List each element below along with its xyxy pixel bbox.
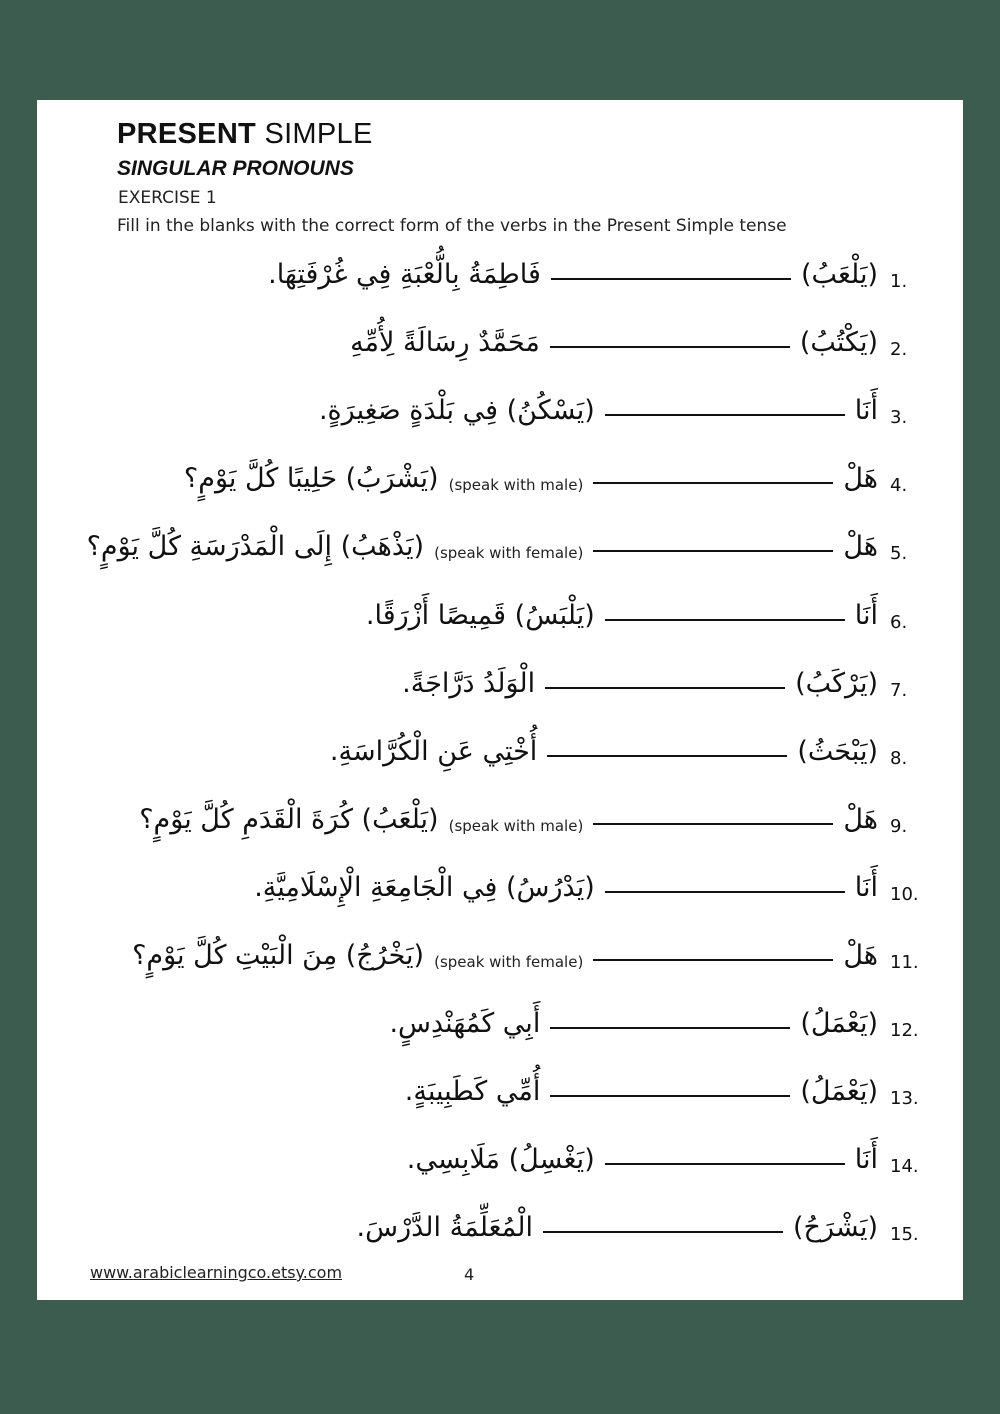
speak-note: (speak with male) xyxy=(448,816,584,835)
item-number: 10. xyxy=(890,883,919,905)
exercise-item xyxy=(37,459,963,519)
sentence-start: أَنَا xyxy=(854,599,878,631)
sentence-end: الْمُعَلِّمَةُ الدَّرْسَ. xyxy=(356,1212,533,1244)
worksheet-page xyxy=(37,100,963,1300)
sentence-start: (يَعْمَلُ) xyxy=(800,1076,878,1108)
arabic-sentence xyxy=(405,1076,878,1107)
item-number: 13. xyxy=(890,1088,919,1110)
page-title xyxy=(117,118,373,151)
exercise-item xyxy=(37,596,963,656)
instructions: Fill in the blanks with the correct form of the verbs in the Present Simple tense xyxy=(117,216,787,236)
answer-blank[interactable] xyxy=(551,278,791,280)
sentence-end: الْوَلَدُ دَرَّاجَةً. xyxy=(402,667,536,699)
exercise-item xyxy=(37,527,963,587)
item-number: 7. xyxy=(890,679,908,701)
exercise-item xyxy=(37,800,963,860)
sentence-start: هَلْ xyxy=(843,803,878,835)
arabic-sentence xyxy=(319,395,878,426)
item-number: 12. xyxy=(890,1020,919,1042)
speak-note: (speak with male) xyxy=(448,476,584,495)
item-number: 1. xyxy=(890,271,908,292)
speak-note: (speak with female) xyxy=(434,544,584,563)
item-number: 6. xyxy=(890,611,908,633)
page-number: 4 xyxy=(464,1265,475,1284)
sentence-end: أُمِّي كَطَبِيبَةٍ. xyxy=(404,1076,541,1108)
arabic-sentence xyxy=(389,1008,878,1039)
answer-blank[interactable] xyxy=(605,1163,845,1165)
sentence-start: (يَبْحَثُ) xyxy=(797,735,878,767)
sentence-end: (يَلْبَسُ) قَمِيصًا أَزْرَقًا. xyxy=(365,599,595,631)
arabic-sentence xyxy=(87,531,878,562)
sentence-start: (يَلْعَبُ) xyxy=(800,259,878,290)
item-number: 9. xyxy=(890,815,908,837)
exercise-item xyxy=(37,1140,963,1200)
sentence-end: (يَذْهَبُ) إِلَى الْمَدْرَسَةِ كُلَّ يَوْمٍ؟ xyxy=(86,531,425,563)
item-number: 15. xyxy=(890,1224,919,1246)
answer-blank[interactable] xyxy=(593,550,833,552)
exercise-item xyxy=(37,868,963,928)
item-number: 4. xyxy=(890,475,908,497)
sentence-start: أَنَا xyxy=(854,1144,878,1176)
title-rest: SIMPLE xyxy=(264,118,373,150)
answer-blank[interactable] xyxy=(550,1027,790,1029)
sentence-start: هَلْ xyxy=(843,531,878,563)
arabic-sentence xyxy=(330,736,878,767)
sentence-start: (يَشْرَحُ) xyxy=(793,1212,878,1244)
answer-blank[interactable] xyxy=(550,1095,790,1097)
sentence-end: أَبِي كَمُهَنْدِسٍ. xyxy=(389,1008,541,1040)
sentence-end: (يَخْرُجُ) مِنَ الْبَيْتِ كُلَّ يَوْمٍ؟ xyxy=(132,940,425,971)
sentence-start: (يَرْكَبُ) xyxy=(795,667,878,699)
arabic-sentence xyxy=(132,940,878,971)
exercise-item xyxy=(37,391,963,451)
footer-link[interactable]: www.arabiclearningco.etsy.com xyxy=(90,1263,343,1282)
answer-blank[interactable] xyxy=(545,687,785,689)
exercise-item xyxy=(37,936,963,996)
answer-blank[interactable] xyxy=(605,891,845,893)
arabic-sentence xyxy=(184,463,878,494)
answer-blank[interactable] xyxy=(547,755,787,757)
arabic-sentence xyxy=(254,872,878,903)
answer-blank[interactable] xyxy=(593,482,833,484)
sentence-end: (يَلْعَبُ) كُرَةَ الْقَدَمِ كُلَّ يَوْمٍ؟ xyxy=(139,803,439,835)
answer-blank[interactable] xyxy=(550,346,790,348)
sentence-end: (يَشْرَبُ) حَلِيبًا كُلَّ يَوْمٍ؟ xyxy=(183,463,439,495)
sentence-start: هَلْ xyxy=(843,940,878,971)
sentence-start: هَلْ xyxy=(843,463,878,495)
exercise-item xyxy=(37,323,963,383)
arabic-sentence xyxy=(366,600,878,631)
sentence-start: (يَعْمَلُ) xyxy=(800,1008,878,1040)
exercise-item xyxy=(37,664,963,724)
item-number: 5. xyxy=(890,543,908,565)
page-subtitle: SINGULAR PRONOUNS xyxy=(117,157,354,180)
sentence-end: (يَدْرُسُ) فِي الْجَامِعَةِ الْإِسْلَامِيَّةِ. xyxy=(254,871,595,903)
sentence-end: (يَغْسِلُ) مَلَابِسِي. xyxy=(406,1144,595,1176)
arabic-sentence xyxy=(350,327,878,358)
answer-blank[interactable] xyxy=(593,959,833,961)
arabic-sentence xyxy=(357,1212,878,1243)
answer-blank[interactable] xyxy=(593,823,833,825)
exercise-label: EXERCISE 1 xyxy=(118,188,217,208)
item-number: 2. xyxy=(890,339,908,361)
exercise-item xyxy=(37,732,963,792)
sentence-end: أُخْتِي عَنِ الْكُرَّاسَةِ. xyxy=(329,735,538,767)
speak-note: (speak with female) xyxy=(434,953,584,971)
exercise-item xyxy=(37,1072,963,1132)
item-number: 8. xyxy=(890,747,908,769)
item-number: 3. xyxy=(890,407,908,429)
item-number: 11. xyxy=(890,952,919,973)
sentence-end: مَحَمَّدٌ رِسَالَةً لِأُمِّهِ xyxy=(350,327,540,359)
answer-blank[interactable] xyxy=(543,1231,783,1233)
arabic-sentence xyxy=(268,259,878,290)
item-number: 14. xyxy=(890,1156,919,1178)
sentence-start: أَنَا xyxy=(854,871,878,903)
arabic-sentence xyxy=(139,804,878,835)
exercise-item xyxy=(37,1004,963,1064)
sentence-start: (يَكْتُبُ) xyxy=(799,327,878,359)
arabic-sentence xyxy=(407,1144,878,1175)
exercise-item xyxy=(37,255,963,315)
answer-blank[interactable] xyxy=(605,414,845,416)
answer-blank[interactable] xyxy=(605,619,845,621)
sentence-end: فَاطِمَةُ بِالُّعْبَةِ فِي غُرْفَتِهَا. xyxy=(268,259,541,290)
sentence-end: (يَسْكُنُ) فِي بَلْدَةٍ صَغِيرَةٍ. xyxy=(318,395,595,427)
exercise-item xyxy=(37,1208,963,1268)
title-bold: PRESENT xyxy=(117,118,257,150)
arabic-sentence xyxy=(402,668,878,699)
sentence-start: أَنَا xyxy=(854,395,878,427)
